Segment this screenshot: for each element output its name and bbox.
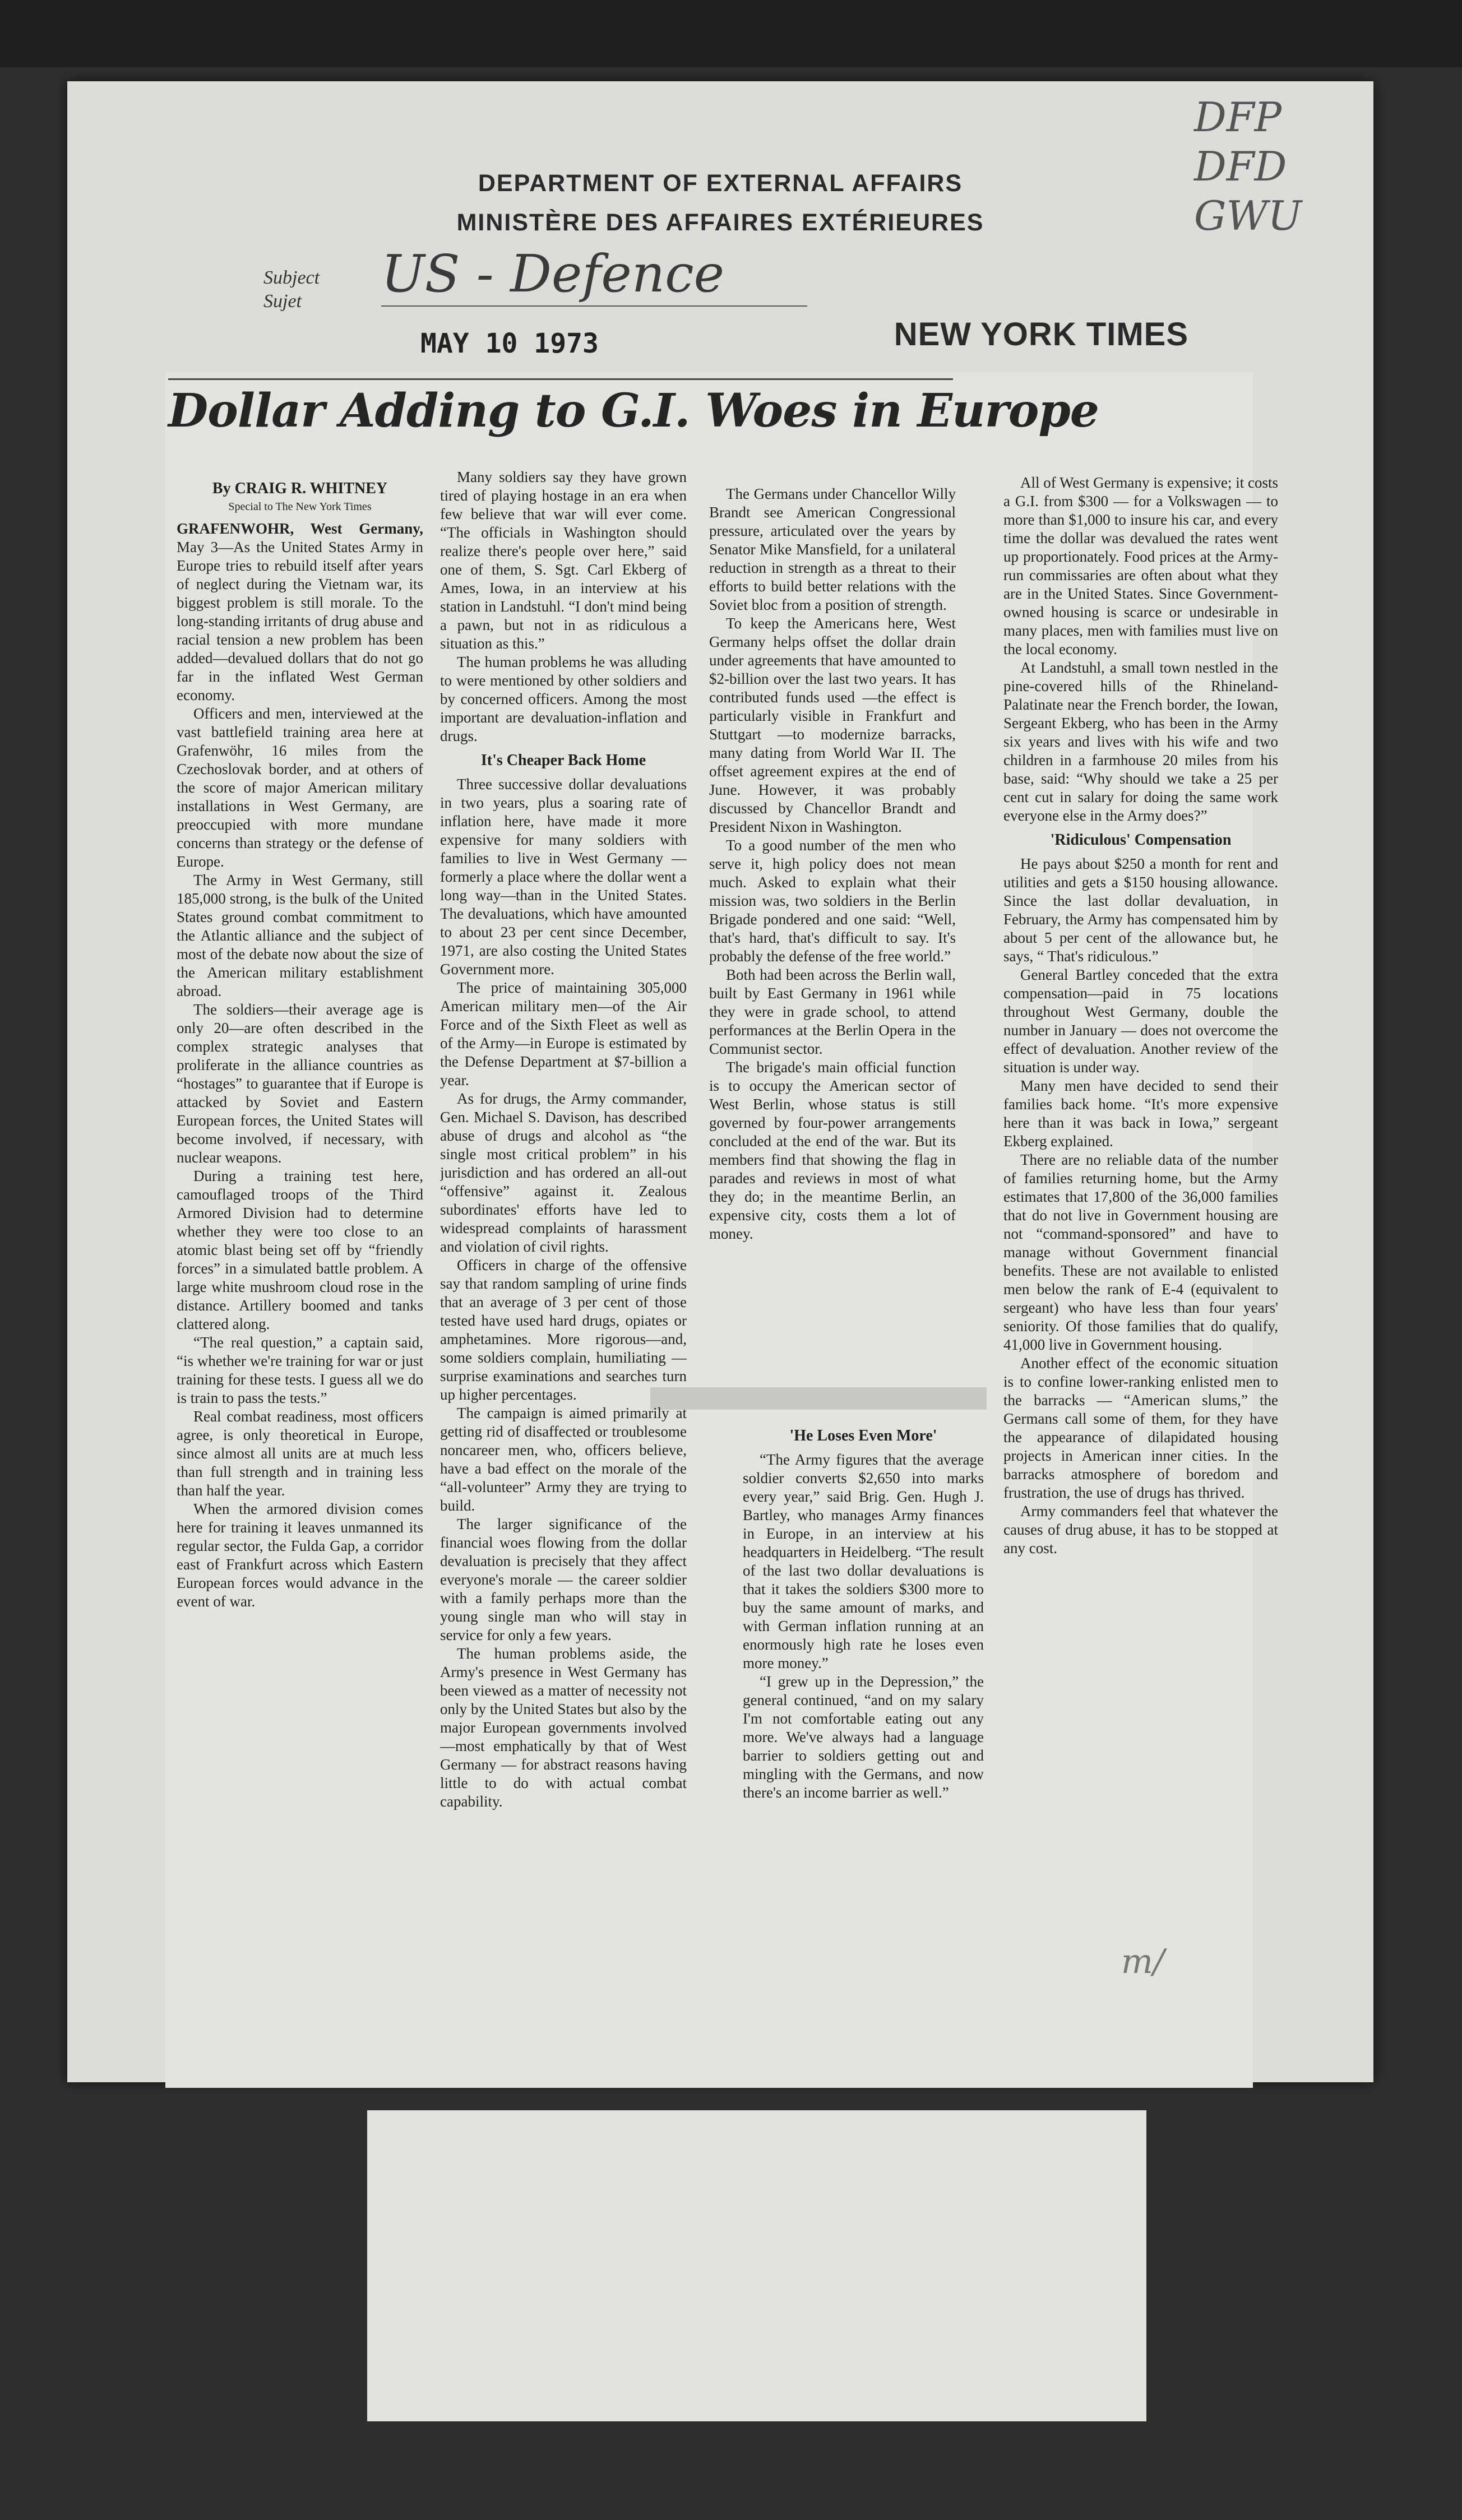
department-french: MINISTÈRE DES AFFAIRES EXTÉRIEURES xyxy=(456,209,984,236)
paragraph: Army commanders feel that whatever the causes of drug abuse, it has to be stopped at any cost. xyxy=(1003,1503,1278,1557)
paragraph: The price of maintaining 305,000 American military men—of the Air Force and of the Sixth Fleet as well as of the Army—in Europe is estimated by the Defense Department at $7-billion a year. xyxy=(440,979,687,1088)
article-column-2 xyxy=(440,468,687,2071)
article-column-3 xyxy=(709,485,956,1466)
article-byline: By CRAIG R. WHITNEY xyxy=(212,480,388,497)
paragraph: All of West Germany is expensive; it costs a G.I. from $300 — for a Volkswagen — to more than $1,000 to insure his car, and every time the dollar was devalued the rates went up proportionately. Food prices at the Army-run commissaries are often about what they are in the United States. Since Government-owned housing is scarce or undesirable in many places, men with families must live on the local economy. xyxy=(1003,474,1278,657)
initial-1: DFP xyxy=(1194,94,1282,141)
film-border xyxy=(0,0,1462,67)
initial-3: GWU xyxy=(1194,192,1302,239)
paragraph: Officers and men, interviewed at the vast battlefield training area here at Grafenwöhr, 16 miles from the Czechoslovak border, and at others of the score of major American military installations in West Germany, are preoccupied with more mundane concerns than strategy or the defense of Europe. xyxy=(177,705,423,870)
paragraph: As for drugs, the Army commander, Gen. Michael S. Davison, has described abuse of drugs and alcohol as “the single most critical problem” in his jurisdiction and has ordered an all-out “offensive” against it. Zealous subordinates' efforts have led to widespread complaints of harassment and violation of civil rights. xyxy=(440,1090,687,1255)
paragraph: The campaign is aimed primarily at getting rid of disaffected or troublesome noncareer men, who, officers believe, have a bad effect on the morale of the “all-volunteer” Army they are trying to build. xyxy=(440,1405,687,1514)
paragraph: To keep the Americans here, West Germany helps offset the dollar drain under agreements that have amounted to $2-billion over the last two years. It has contributed funds used —the effect is particularly visible in Frankfurt and Stuttgart —to modernize barracks, many dating from World War II. The offset agreement expires at the end of June. However, it was probably discussed by Chancellor Brandt and President Nixon in Washington. xyxy=(709,615,956,835)
subhead-ridiculous-compensation: 'Ridiculous' Compensation xyxy=(1050,831,1232,849)
subject-label-en: Subject xyxy=(263,267,320,288)
paragraph: General Bartley conceded that the extra compensation—paid in 75 locations throughout West Germany, double the number in January — does not overcome the effect of devaluation. Another review of the situation is under way. xyxy=(1003,966,1278,1076)
date-stamp: MAY 10 1973 xyxy=(420,328,599,359)
paragraph: Both had been across the Berlin wall, built by East Germany in 1961 while they were in grade school, to attend performances at the Berlin Opera in the Communist sector. xyxy=(709,966,956,1057)
paragraph: Another effect of the economic situation is to confine lower-ranking enlisted men to the barracks — “American slums,” the Germans call some of them, for they have the appearance of dilapidated housing projects in American inner cities. In the barracks atmosphere of boredom and frustration, the use of drugs has thrived. xyxy=(1003,1355,1278,1501)
paragraph: To a good number of the men who serve it, high policy does not mean much. Asked to explain what their mission was, two soldiers in the Berlin Brigade pondered and one said: “Well, that's hard, that's difficult to say. It's probably the defense of the free world.” xyxy=(709,837,956,965)
paragraph: Many soldiers say they have grown tired of playing hostage in an era when few believe that war will ever come. “The officials in Washington should realize there's people over here,” said one of them, S. Sgt. Carl Ekberg of Ames, Iowa, in an interview at his station in Landstuhl. “I don't mind being a pawn, but not in as ridiculous a situation as this.” xyxy=(440,469,687,652)
paragraph: During a training test here, camouflaged troops of the Third Armored Division had to determine whether they were too close to an atomic blast being set off by “friendly forces” in a simulated battle problem. A large white mushroom cloud rose in the distance. Artillery boomed and tanks clattered along. xyxy=(177,1168,423,1332)
article-column-1 xyxy=(177,468,423,2093)
subject-underline xyxy=(381,305,807,307)
paragraph: The human problems aside, the Army's presence in West Germany has been viewed as a matter of necessity not only by the United States but also by the major European governments involved—most emphatically by that of West Germany — for abstract reasons having little to do with actual combat capability. xyxy=(440,1645,687,1810)
initial-2: DFD xyxy=(1194,143,1287,190)
paragraph: Real combat readiness, most officers agree, is only theoretical in Europe, since almost all units are at much less than full strength and in training less than half the year. xyxy=(177,1408,423,1499)
subhead-loses-even-more: 'He Loses Even More' xyxy=(789,1427,937,1444)
blank-paper-slip xyxy=(367,2110,1146,2421)
paragraph: At Landstuhl, a small town nestled in the pine-covered hills of the Rhineland-Palatinate near the French border, the Iowan, Sergeant Ekberg, who has been in the Army six years and lives with his wife and two children in a farmhouse 20 miles from his base, said: “Why should we take a 25 per cent cut in salary for doing the same work everyone else in the Army does?” xyxy=(1003,659,1278,824)
subject-label-fr: Sujet xyxy=(263,291,302,312)
handwritten-mark: m/ xyxy=(1121,1942,1165,1981)
memo-sheet xyxy=(67,81,1373,2082)
byline-note: Special to The New York Times xyxy=(228,501,372,513)
paragraph: There are no reliable data of the number of families returning home, but the Army estimates that 17,800 of the 36,000 families that do not live in Government housing are not “command-sponsored” and have to manage without Government financial benefits. These are not available to enlisted men below the rank of E-4 (equivalent to sergeant) who have less than four years' seniority. Of those families that do qualify, 41,000 live in Government housing. xyxy=(1003,1151,1278,1353)
paragraph: The larger significance of the financial woes flowing from the dollar devaluation is precisely that they affect everyone's morale — the career soldier with a family perhaps more than the young single man who will stay in service for only a few years. xyxy=(440,1516,687,1643)
paragraph: Many men have decided to send their families back home. “It's more expensive here than it was back in Iowa,” sergeant Ekberg explained. xyxy=(1003,1077,1278,1150)
paragraph: “I grew up in the Depression,” the general continued, “and on my salary I'm not comfortable eating out any more. We've always had a language barrier to soldiers getting out and mingling with the Germans, and now there's an income barrier as well.” xyxy=(743,1673,984,1801)
article-column-4 xyxy=(1003,474,1278,1903)
paragraph: The human problems he was alluding to were mentioned by other soldiers and by concerned officers. Among the most important are devaluation-inflation and drugs. xyxy=(440,654,687,744)
subject-handwritten: US - Defence xyxy=(381,244,725,304)
department-english: DEPARTMENT OF EXTERNAL AFFAIRS xyxy=(478,170,963,197)
paragraph: “The real question,” a captain said, “is whether we're training for war or just training for these tests. I guess all we do is train to pass the tests.” xyxy=(177,1334,423,1406)
paragraph: “The Army figures that the average soldier converts $2,650 into marks every year,” said Brig. Gen. Hugh J. Bartley, who manages Army finances in Europe, in an interview at his headquarters in Heidelberg. “The result of the last two dollar devaluations is that it takes the soldiers $300 more to buy the same amount of marks, and with German inflation running at an enormously high rate he loses even more money.” xyxy=(743,1451,984,1671)
paragraph: He pays about $250 a month for rent and utilities and gets a $150 housing allowance. Since the last dollar devaluation, in February, the Army has compensated him by about 5 per cent of the allowance but, he says, “ That's ridiculous.” xyxy=(1003,855,1278,965)
paragraph: The brigade's main official function is to occupy the American sector of West Berlin, whose status is still governed by four-power arrangements concluded at the end of the war. But its members find that showing the flag in parades and reviews in most of what they do; in the meantime Berlin, an expensive city, costs them a lot of money. xyxy=(709,1059,956,1242)
paragraph: The soldiers—their average age is only 20—are often described in the complex strategic analyses that proliferate in the alliance countries as “hostages” to guarantee that if Europe is attacked by Soviet and Eastern European forces, the United States will become involved, if necessary, with nuclear weapons. xyxy=(177,1001,423,1166)
paragraph: The Germans under Chancellor Willy Brandt see American Congressional pressure, articulated over the years by Senator Mike Mansfield, for a unilateral reduction in strength as a threat to their efforts to build better relations with the Soviet bloc from a position of strength. xyxy=(709,485,956,613)
paragraph: When the armored division comes here for training it leaves unmanned its regular sector, the Fulda Gap, a corridor east of Frankfurt across which Eastern European forces would advance in the event of war. xyxy=(177,1500,423,1610)
source-newspaper: NEW YORK TIMES xyxy=(894,316,1188,353)
paragraph: GRAFENWOHR, West Germany, May 3—As the United States Army in Europe tries to rebuild itself after years of neglect during the Vietnam war, its biggest problem is still morale. To the long-standing irritants of drug abuse and racial tension a new problem has been added—devalued dollars that do not go far in the inflated West German economy. xyxy=(177,520,423,703)
paragraph: Three successive dollar devaluations in two years, plus a soaring rate of inflation here, have made it more expensive for many soldiers with families to live in West Germany — formerly a place where the dollar went a long way—than in the United States. The devaluations, which have amounted to about 23 per cent since December, 1971, are also costing the United States Government more. xyxy=(440,776,687,978)
article-column-3-continued xyxy=(743,1421,984,2004)
article-headline: Dollar Adding to G.I. Woes in Europe xyxy=(168,378,953,442)
subhead-cheaper-back-home: It's Cheaper Back Home xyxy=(480,752,646,769)
paragraph: Officers in charge of the offensive say that random sampling of urine finds that an average of 3 per cent of those tested have used hard drugs, opiates or amphetamines. More rigorous—and, some soldiers complain, humiliating — surprise examinations and searches turn up higher percentages. xyxy=(440,1257,687,1403)
paragraph: The Army in West Germany, still 185,000 strong, is the bulk of the United States ground combat commitment to the Atlantic alliance and the subject of most of the debate now about the size of the American military establishment abroad. xyxy=(177,872,423,999)
